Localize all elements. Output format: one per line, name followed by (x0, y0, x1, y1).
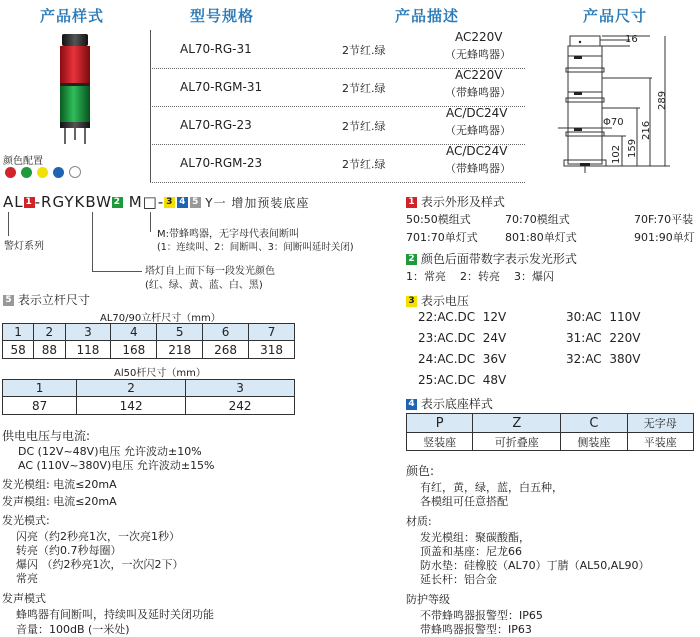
code-al: AL (3, 193, 24, 211)
model-row-4: AL70-RGM-23 (180, 156, 263, 170)
model-row-1: AL70-RG-31 (180, 42, 252, 56)
base-title (406, 395, 493, 412)
color-mode-text: 1：常亮 2：转亮 3：爆闪 (406, 270, 554, 283)
al70-idx: 4 (111, 324, 157, 341)
shape-item-3: 70F:70平装 (634, 213, 694, 226)
color-mode-title (406, 250, 577, 267)
dim-16: 16 (625, 34, 638, 45)
color-config-label: 颜色配置 (3, 156, 43, 167)
voltage-item-25: 25:AC.DC 48V (418, 373, 507, 387)
color-line-2: 各模组可任意搭配 (420, 495, 508, 508)
shape-item-4: 701:70单灯式 (406, 231, 478, 244)
light-mode-1: 闪亮（约2秒亮1次，一次亮1秒） (16, 530, 180, 543)
code-num-5: 5 (192, 197, 200, 207)
dim-216: 216 (641, 120, 652, 140)
al50-val: 242 (186, 397, 295, 415)
voltage-item-24: 24:AC.DC 36V (418, 352, 507, 366)
code-num-1: 1 (25, 197, 33, 207)
power-ac: AC (110V~380V)电压 允许波动±15% (18, 459, 215, 472)
al70-idx: 1 (3, 324, 34, 341)
base-title-text: 表示底座样式 (420, 397, 493, 411)
al70-idx: 6 (203, 324, 249, 341)
code-num-2: 2 (113, 197, 122, 207)
protection-line-1: 不带蜂鸣器报警型：IP65 (420, 609, 543, 622)
voltage-item-22: 22:AC.DC 12V (418, 310, 507, 324)
model-row-3: AL70-RG-23 (180, 118, 252, 132)
power-title: 供电电压与电流: (2, 429, 91, 443)
al50-idx: 1 (3, 380, 77, 397)
al50-idx: 3 (186, 380, 295, 397)
al50-caption: Al50杆尺寸（mm） (114, 368, 206, 379)
color-dot-blue (53, 167, 64, 178)
model-buzzer-2: （带蜂鸣器） (445, 86, 511, 99)
rod-title-text: 表示立杆尺寸 (17, 293, 90, 307)
header-dimension: 产品尺寸 (583, 7, 648, 25)
tower-lamp-image (50, 32, 100, 147)
shape-item-5: 801:80单灯式 (505, 231, 577, 244)
base-name: 平装座 (627, 433, 693, 451)
color-dot-white (69, 166, 81, 178)
al70-val: 318 (249, 341, 295, 359)
voltage-title-text: 表示电压 (420, 294, 469, 308)
base-name: 侧装座 (561, 433, 627, 451)
al70-val: 268 (203, 341, 249, 359)
material-line-3: 防水垫：硅橡胶（AL70）丁腈（AL50,AL90） (420, 559, 650, 572)
base-num: 4 (406, 399, 417, 410)
al70-idx: 5 (157, 324, 203, 341)
protection-title: 防护等级 (406, 593, 450, 606)
color-dot-red (5, 167, 16, 178)
voltage-item-23: 23:AC.DC 24V (418, 331, 507, 345)
model-buzzer-3: （无蜂鸣器） (445, 124, 511, 137)
al70-rod-table (2, 323, 295, 359)
model-desc-3: 2节红.绿 (342, 120, 386, 133)
light-mode-title: 发光模式: (2, 514, 50, 527)
code-num-3: 3 (166, 197, 174, 207)
model-power-1: AC220V (455, 30, 503, 44)
al50-val: 142 (77, 397, 186, 415)
color-title: 颜色: (406, 464, 435, 478)
base-code: 无字母 (627, 414, 693, 433)
model-row-2: AL70-RGM-31 (180, 80, 263, 94)
model-power-2: AC220V (455, 68, 503, 82)
rod-title (3, 291, 90, 308)
al70-idx: 2 (34, 324, 65, 341)
model-code (3, 193, 309, 211)
al70-idx: 3 (65, 324, 111, 341)
base-code: Z (473, 414, 561, 433)
led-current: 发光模组: 电流≤20mA (2, 478, 117, 491)
power-dc: DC (12V~48V)电压 允许波动±10% (18, 445, 202, 458)
material-line-2: 顶盖和基座：尼龙66 (420, 545, 522, 558)
light-mode-2: 转亮（约0.7秒每圈） (16, 544, 122, 557)
base-name: 竖装座 (407, 433, 473, 451)
al50-rod-table (2, 379, 295, 415)
dim-289: 289 (657, 90, 668, 110)
al70-val: 58 (3, 341, 34, 359)
series-label: 警灯系列 (4, 241, 44, 252)
model-buzzer-4: （带蜂鸣器） (445, 162, 511, 175)
base-code: P (407, 414, 473, 433)
light-mode-3: 爆闪 （约2秒亮1次，一次闪2下） (16, 558, 184, 571)
dim-phi70: Φ70 (603, 117, 624, 128)
color-dot-yellow (37, 167, 48, 178)
color-note-2: (红、绿、黄、蓝、白、黑) (145, 280, 263, 291)
sound-mode-title: 发声模式 (2, 592, 46, 605)
base-code: C (561, 414, 627, 433)
header-description: 产品描述 (395, 7, 460, 25)
model-desc-4: 2节红.绿 (342, 158, 386, 171)
model-power-4: AC/DC24V (446, 144, 508, 158)
material-line-4: 延长杆：铝合金 (420, 573, 497, 586)
model-buzzer-1: （无蜂鸣器） (445, 48, 511, 61)
header-model: 型号规格 (190, 7, 255, 25)
model-desc-2: 2节红.绿 (342, 82, 386, 95)
buzzer-current: 发声模组: 电流≤20mA (2, 495, 117, 508)
voltage-num: 3 (406, 296, 417, 307)
header-product-style: 产品样式 (40, 7, 105, 25)
voltage-item-32: 32:AC 380V (566, 352, 641, 366)
buzzer-note-1: M:带蜂鸣器，无字母代表间断叫 (157, 229, 299, 240)
code-num-4: 4 (179, 197, 187, 207)
material-title: 材质: (406, 515, 432, 528)
protection-line-2: 带蜂鸣器报警型：IP63 (420, 623, 532, 636)
code-colors: -RGYKBW (34, 193, 112, 211)
shape-num: 1 (406, 197, 417, 208)
voltage-title (406, 292, 469, 309)
color-swatches (5, 166, 81, 181)
al70-val: 218 (157, 341, 203, 359)
rod-num: 5 (3, 295, 14, 306)
dim-159: 159 (627, 138, 638, 158)
al50-idx: 2 (77, 380, 186, 397)
material-line-1: 发光模组：聚碳酸酯， (420, 531, 530, 544)
sound-mode-1: 蜂鸣器有间断叫，持续叫及延时关闭功能 (16, 608, 214, 621)
shape-item-6: 901:90单灯 (634, 231, 695, 244)
al70-val: 168 (111, 341, 157, 359)
color-dot-green (21, 167, 32, 178)
al70-idx: 7 (249, 324, 295, 341)
sound-mode-2: 音量：100dB (一米处) (16, 623, 130, 636)
shape-title (406, 193, 505, 210)
shape-item-1: 50:50模组式 (406, 213, 471, 226)
color-note-1: 塔灯自上而下每一段发光颜色 (145, 266, 275, 277)
code-base: Y一 增加预装底座 (205, 196, 310, 210)
shape-item-2: 70:70模组式 (505, 213, 570, 226)
al50-val: 87 (3, 397, 77, 415)
base-table (406, 413, 694, 451)
model-desc-1: 2节红.绿 (342, 44, 386, 57)
code-m: M□- (128, 193, 165, 211)
shape-title-text: 表示外形及样式 (420, 195, 505, 209)
light-mode-4: 常亮 (16, 572, 38, 585)
base-name: 可折叠座 (473, 433, 561, 451)
color-mode-title-text: 颜色后面带数字表示发光形式 (420, 252, 577, 266)
color-line-1: 有红，黄，绿，蓝，白五种， (420, 481, 563, 494)
dim-102: 102 (611, 144, 622, 164)
al70-val: 88 (34, 341, 65, 359)
voltage-item-31: 31:AC 220V (566, 331, 641, 345)
color-mode-num: 2 (406, 254, 417, 265)
al70-val: 118 (65, 341, 111, 359)
buzzer-note-2: (1：连续叫、2：间断叫、3：间断叫延时关闭) (157, 242, 354, 253)
al70-caption: AL70/90立杆尺寸（mm） (100, 313, 221, 324)
voltage-item-30: 30:AC 110V (566, 310, 641, 324)
model-power-3: AC/DC24V (446, 106, 508, 120)
